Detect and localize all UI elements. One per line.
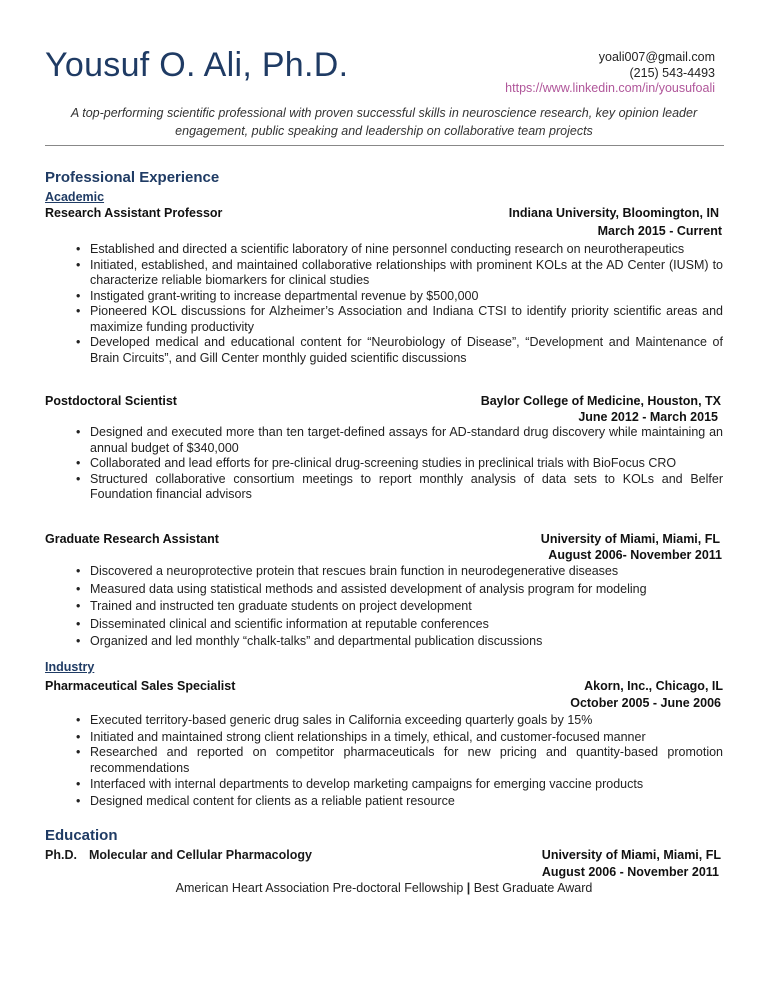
job-dates: October 2005 - June 2006 xyxy=(570,696,721,710)
bullet-item: • Interfaced with internal departments to develop marketing campaigns for emerging vaccine products xyxy=(76,776,723,793)
bullet-item: • Organized and led monthly “chalk-talks” and departmental publication discussions xyxy=(76,633,723,651)
honors-line xyxy=(0,881,768,895)
award: Best Graduate Award xyxy=(473,881,593,895)
bullet-item: • Designed medical content for clients as a reliable patient resource xyxy=(76,793,723,810)
degree-line xyxy=(45,848,324,862)
job-dates: June 2012 - March 2015 xyxy=(578,410,718,424)
subsection-academic: Academic xyxy=(45,190,105,204)
education-institution: University of Miami, Miami, FL xyxy=(541,848,721,862)
job-bullets xyxy=(76,425,723,503)
job-dates: August 2006- November 2011 xyxy=(548,548,722,562)
bullet-item: • Established and directed a scientific laboratory of nine personnel conducting research on neurotherapeutics xyxy=(76,242,723,258)
section-title-education: Education xyxy=(45,827,118,844)
header-divider xyxy=(45,145,724,146)
job-organization: Akorn, Inc., Chicago, IL xyxy=(584,679,723,693)
bullet-item: • Collaborated and lead efforts for pre-clinical drug-screening studies in preclinical trials with BioFocus CRO xyxy=(76,456,723,472)
job-title: Graduate Research Assistant xyxy=(45,532,219,546)
email-address[interactable]: yoali007@gmail.com xyxy=(598,50,715,64)
education-dates: August 2006 - November 2011 xyxy=(541,865,719,879)
bullet-item: • Pioneered KOL discussions for Alzheimer’s Association and Indiana CTSI to identify priority scientific areas and maximize funding productivity xyxy=(76,304,723,335)
bullet-item: • Structured collaborative consortium meetings to report monthly analysis of data sets to KOLs and Belfer Foundation financial advisors xyxy=(76,472,723,503)
bullet-item: • Initiated, established, and maintained collaborative relationships with prominent KOLs at the AD Center (IUSM) to characterize reliable biomarkers for clinical studies xyxy=(76,258,723,289)
fellowship: American Heart Association Pre-doctoral Fellowship xyxy=(175,881,464,895)
job-organization: Indiana University, Bloomington, IN xyxy=(508,206,719,220)
bullet-item: • Disseminated clinical and scientific information at reputable conferences xyxy=(76,616,723,634)
bullet-item: • Executed territory-based generic drug sales in California exceeding quarterly goals by 15% xyxy=(76,712,723,729)
bullet-item: • Developed medical and educational content for “Neurobiology of Disease”, “Development and Maintenance of Brain Circuits”, and Gill Center monthly guided scientific discussions xyxy=(76,335,723,366)
phone-number: (215) 543-4493 xyxy=(629,66,715,80)
job-title: Postdoctoral Scientist xyxy=(45,394,177,408)
job-title: Pharmaceutical Sales Specialist xyxy=(45,679,236,693)
profile-summary: A top-performing scientific professional with proven successful skills in neuroscience research, key opinion leader engagement, public speaking and leadership on collaborative team projects xyxy=(70,106,698,138)
degree-field: Molecular and Cellular Pharmacology xyxy=(88,848,312,862)
job-title: Research Assistant Professor xyxy=(45,206,223,220)
job-bullets xyxy=(76,563,723,651)
bullet-item: • Designed and executed more than ten target-defined assays for AD-standard drug discovery while maintaining an annual budget of $340,000 xyxy=(76,425,723,456)
bullet-item: • Trained and instructed ten graduate students on project development xyxy=(76,598,723,616)
degree-name: Ph.D. xyxy=(45,848,77,862)
bullet-item: • Researched and reported on competitor pharmaceuticals for new pricing and quantity-based promotion recommendations xyxy=(76,745,723,776)
job-organization: University of Miami, Miami, FL xyxy=(540,532,720,546)
bullet-item: • Instigated grant-writing to increase departmental revenue by $500,000 xyxy=(76,289,723,305)
job-organization: Baylor College of Medicine, Houston, TX xyxy=(480,394,721,408)
honors-separator: | xyxy=(466,881,471,895)
section-title-experience: Professional Experience xyxy=(45,169,220,186)
bullet-item: • Initiated and maintained strong client relationships in a timely, ethical, and customer-focused manner xyxy=(76,729,723,746)
linkedin-link[interactable]: https://www.linkedin.com/in/yousufoali xyxy=(505,81,715,95)
job-bullets xyxy=(76,712,723,809)
bullet-item: • Discovered a neuroprotective protein that rescues brain function in neurodegenerative diseases xyxy=(76,563,723,581)
subsection-industry: Industry xyxy=(45,660,95,674)
candidate-name: Yousuf O. Ali, Ph.D. xyxy=(45,46,349,84)
job-bullets xyxy=(76,242,723,366)
job-dates: March 2015 - Current xyxy=(597,224,722,238)
bullet-item: • Measured data using statistical methods and assisted development of analysis program for modeling xyxy=(76,581,723,599)
